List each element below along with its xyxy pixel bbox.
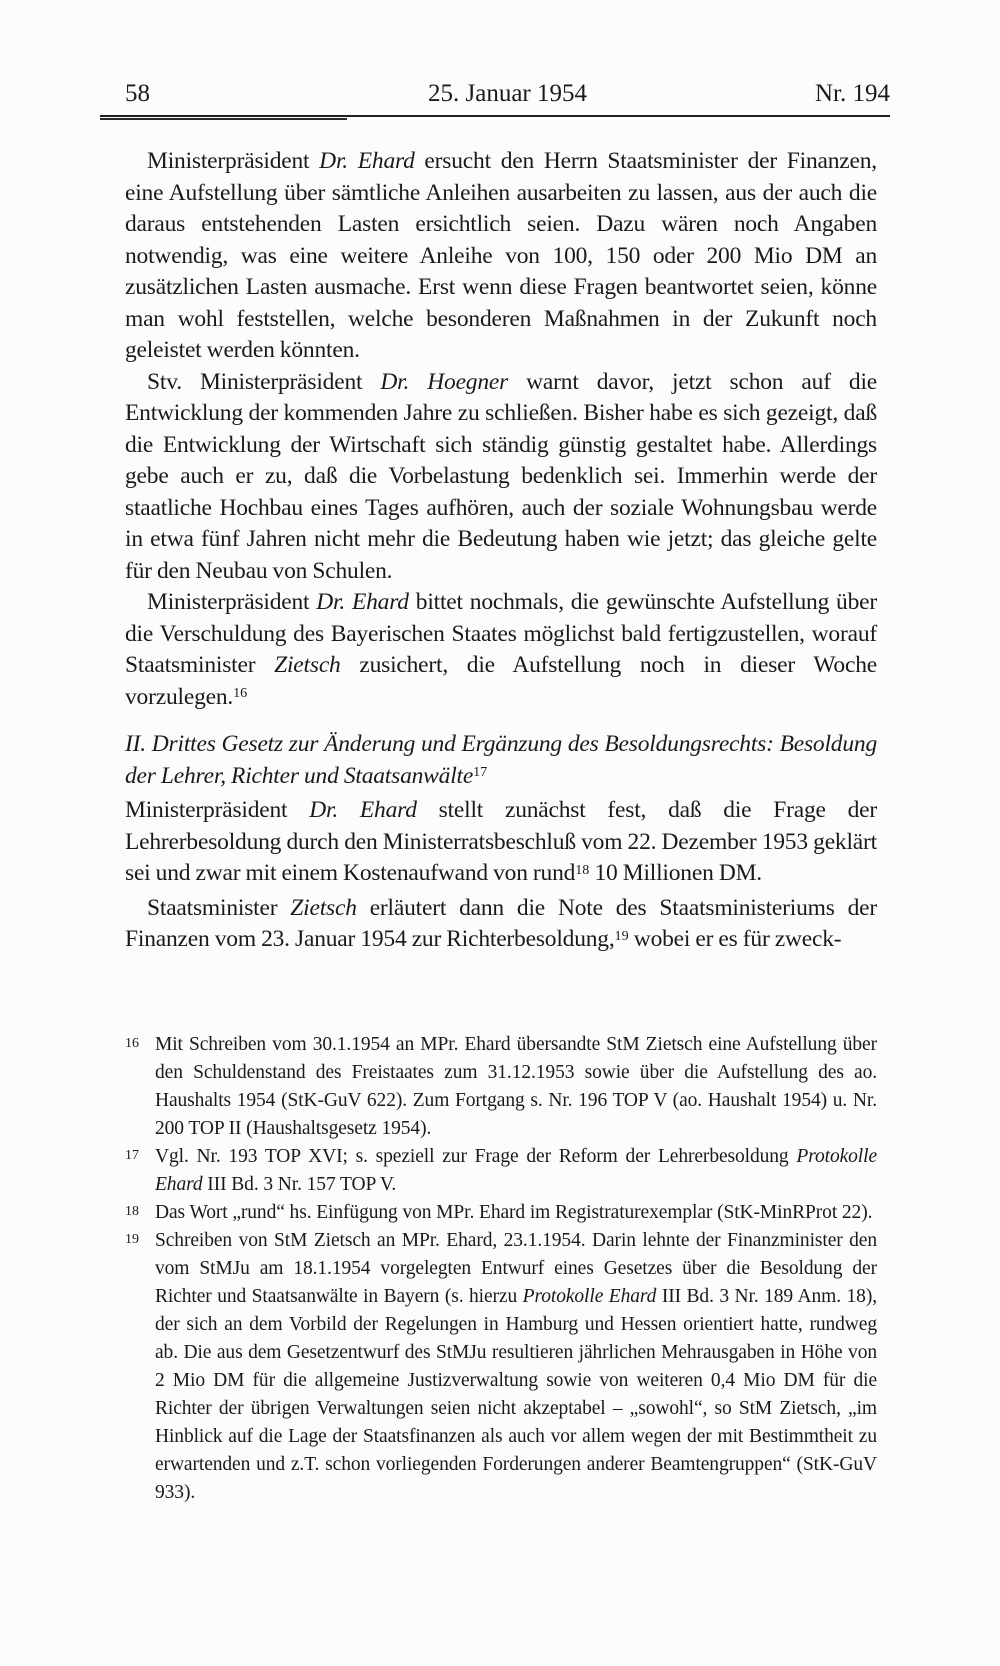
header-date: 25. Januar 1954 [428,80,587,107]
footnote-number: 16 [125,1036,139,1051]
footnotes-section [125,1031,877,1507]
footnote-17 [125,1143,877,1199]
footnote-number: 17 [125,1148,139,1163]
paragraph-ehard-anleihen: Ministerpräsident Dr. Ehard ersucht den Herrn Staatsminister der Finanzen, eine Aufstellung über sämtliche Anleihen ausarbeiten zu lassen, aus der auch die daraus entstehenden Lasten ersichtlich seien. Dazu wären noch Angaben notwendig, was eine weitere Anleihe von 100, 150 oder 200 Mio DM an zusätzlichen Lasten ausmache. Erst wenn diese Fragen beantwortet seien, könne man wohl feststellen, welche besonderen Maßnahmen in der Zukunft noch geleistet werden könnten. [125,148,877,363]
section-heading-besoldung: II. Drittes Gesetz zur Änderung und Ergänzung des Besoldungsrechts: Besoldung der Lehrer, Richter und Staatsanwälte$^{17}$ [125,731,877,789]
page-header [125,79,890,109]
page-number: 58 [125,80,150,107]
paragraph-hoegner-warnung: Stv. Ministerpräsident Dr. Hoegner warnt davor, jetzt schon auf die Entwicklung der kommenden Jahre zu schließen. Bisher habe es sich gezeigt, daß die Entwicklung der Wirtschaft sich ständig günstig gestaltet habe. Allerdings gebe auch er zu, daß die Vorbelastung bedenklich sei. Immerhin werde der staatliche Hochbau eines Tages aufhören, auch der soziale Wohnungsbau werde in etwa fünf Jahren nicht mehr die Bedeutung haben wie jetzt; das gleiche gelte für den Neubau von Schulen. [125,368,878,584]
paragraph-ehard-verschuldung: Ministerpräsident Dr. Ehard bittet nochmals, die gewünschte Aufstellung über die Verschuldung des Bayerischen Staates möglichst bald fertigzustellen, worauf Staatsminister Zietsch zusichert, die Aufstellung noch in dieser Woche vorzulegen.$^{16}$ [125,589,877,710]
footnote-text: Mit Schreiben vom 30.1.1954 an MPr. Ehard übersandte StM Zietsch eine Aufstellung über den Schuldenstand des Freistaates zum 31.12.1953 sowie über die Aufstellung des ao. Haushalts 1954 (StK-GuV 622). Zum Fortgang s. Nr. 196 TOP V (ao. Haushalt 1954) u. Nr. 200 TOP II (Haushaltsgesetz 1954). [155,1034,877,1139]
footnote-number: 18 [125,1204,139,1219]
footnote-number: 19 [125,1232,139,1247]
footnote-18 [125,1199,877,1227]
header-rule-left-segment [100,118,347,120]
footnote-19 [125,1227,877,1507]
footnote-text: Das Wort „rund“ hs. Einfügung von MPr. Ehard im Registraturexemplar (StK-MinRProt 22). [155,1202,873,1223]
header-issue-number: Nr. 194 [815,80,890,107]
footnote-16 [125,1031,877,1143]
footnote-text: Schreiben von StM Zietsch an MPr. Ehard, 23.1.1954. Darin lehnte der Finanzminister den vom StMJu am 18.1.1954 vorgelegten Entwurf eines Gesetzes über die Besoldung der Richter und Staatsanwälte in Bayern (s. hierzu Protokolle Ehard III Bd. 3 Nr. 189 Anm. 18), der sich an dem Vorbild der Regelungen in Hamburg und Hessen orientiert hatte, rundweg ab. Die aus dem Gesetzentwurf des StMJu resultieren jährlichen Mehrausgaben in Höhe von 2 Mio DM für die allgemeine Justizverwaltung sowie von weiteren 0,4 Mio DM für die Richter der übrigen Verwaltungen seien nicht akzeptabel – „sowohl“, so StM Zietsch, „im Hinblick auf die Lage der Staatsfinanzen als auch vor allem wegen der mit Bestimmtheit zu erwartenden und z.T. schon vorliegenden Forderungen anderer Beamtengruppen“ (StK-GuV 933). [155,1230,877,1503]
paragraph-lehrerbesoldung: Ministerpräsident Dr. Ehard stellt zunächst fest, daß die Frage der Lehrerbesoldung durch den Ministerratsbeschluß vom 22. Dezember 1953 geklärt sei und zwar mit einem Kostenaufwand von rund$^{18}$ 10 Millionen DM. [125,797,877,886]
footnote-text: Vgl. Nr. 193 TOP XVI; s. speziell zur Frage der Reform der Lehrerbesoldung Protokolle Ehard III Bd. 3 Nr. 157 TOP V. [155,1146,877,1195]
page-body [125,146,877,959]
paragraph-zietsch-note: Staatsminister Zietsch erläutert dann die Note des Staatsministeriums der Finanzen vom 23. Januar 1954 zur Richterbesoldung,$^{19}$ wobei er es für zweck- [125,894,877,952]
header-rule [100,115,890,117]
